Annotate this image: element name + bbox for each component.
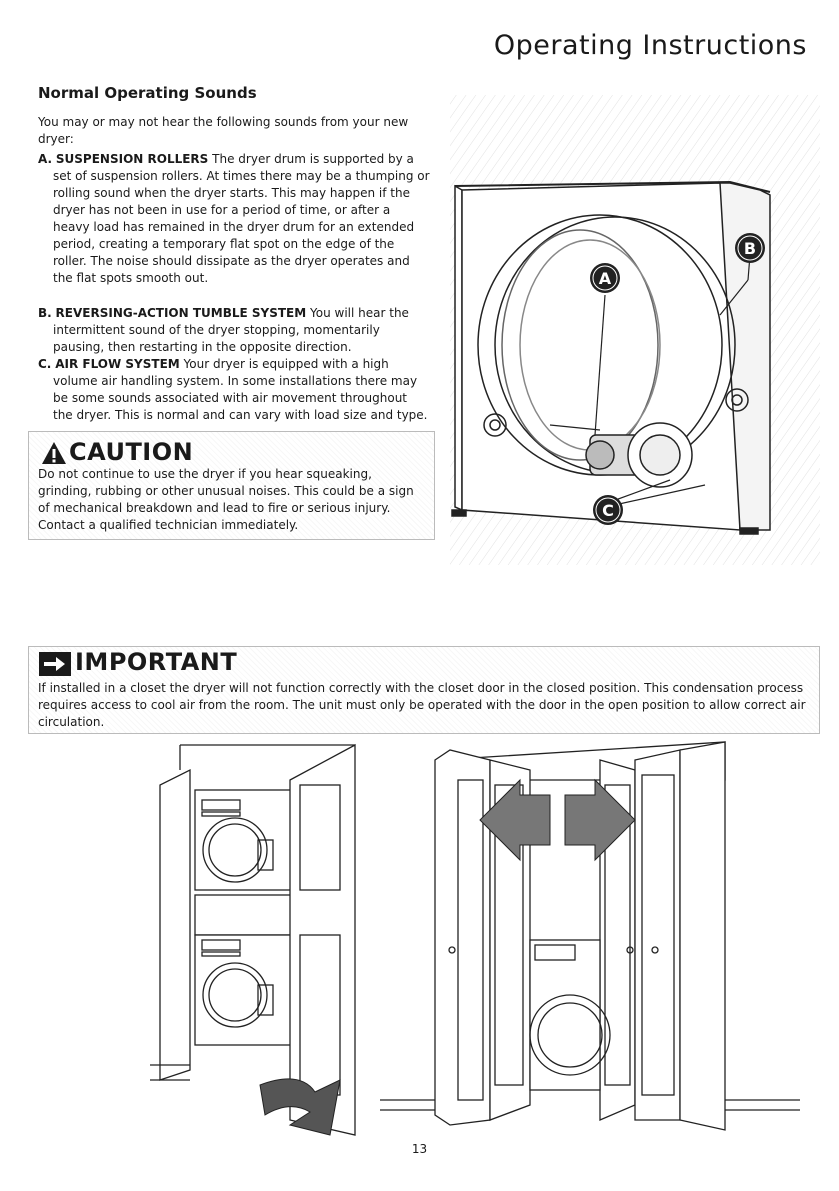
caution-heading: CAUTION xyxy=(69,438,194,466)
section-intro: You may or may not hear the following sounds from your new dryer: xyxy=(38,115,409,146)
page-header-title: Operating Instructions xyxy=(493,30,807,61)
section-title: Normal Operating Sounds xyxy=(38,84,257,102)
page-number: 13 xyxy=(411,1142,428,1156)
caution-text: Do not continue to use the dryer if you hear squeaking, grinding, rubbing or other unusual noises. This could be a sign of mechanical breakdown and lead to fire or serious injury. Contact a qualified technician immediately. xyxy=(38,467,414,532)
door-swing-arrow-icon xyxy=(260,1079,340,1135)
item-suspension-rollers xyxy=(38,151,430,287)
important-arrow-icon xyxy=(39,652,71,676)
warning-triangle-icon xyxy=(41,441,67,465)
callout-c-label: C xyxy=(602,501,614,520)
caution-box xyxy=(28,431,435,540)
item-label: AIR FLOW SYSTEM xyxy=(55,357,180,371)
item-air-flow xyxy=(38,356,430,424)
important-text: If installed in a closet the dryer will not function correctly with the closet door in the closed position. This condensation process requires access to cool air from the room. The unit must only be operated with the door in the open position to allow correct air circulation. xyxy=(38,681,806,729)
item-text: The dryer drum is supported by a set of suspension rollers. At times there may be a thumping or rolling sound when the dryer starts. This may happen if the dryer has not been in use for a period of time, or after a heavy load has remained in the dryer drum for an extended period, creating a temporary flat spot on the edge of the roller. The noise should dissipate as the dryer operates and the flat spots smooth out. xyxy=(53,152,430,285)
important-box xyxy=(28,646,820,734)
callout-a-label: A xyxy=(598,269,612,288)
closet-closed-door-diagram xyxy=(150,740,370,1140)
important-heading: IMPORTANT xyxy=(75,648,238,676)
item-reversing-action xyxy=(38,305,430,356)
callout-b-label: B xyxy=(743,239,757,258)
item-label: REVERSING-ACTION TUMBLE SYSTEM xyxy=(55,306,307,320)
item-letter: C. xyxy=(38,357,52,371)
item-letter: A. xyxy=(38,152,53,166)
dryer-diagram xyxy=(440,90,825,570)
item-label: SUSPENSION ROLLERS xyxy=(55,152,209,166)
item-letter: B. xyxy=(38,306,52,320)
item-text: Your dryer is equipped with a high volume air handling system. In some installations there may be some sounds associated with air movement throughout the dryer. This is normal and can vary with load size and type. xyxy=(53,357,428,422)
item-text: You will hear the intermittent sound of the dryer stopping, momentarily pausing, then restarting in the opposite direction. xyxy=(53,306,409,354)
closet-open-door-diagram xyxy=(380,740,800,1140)
